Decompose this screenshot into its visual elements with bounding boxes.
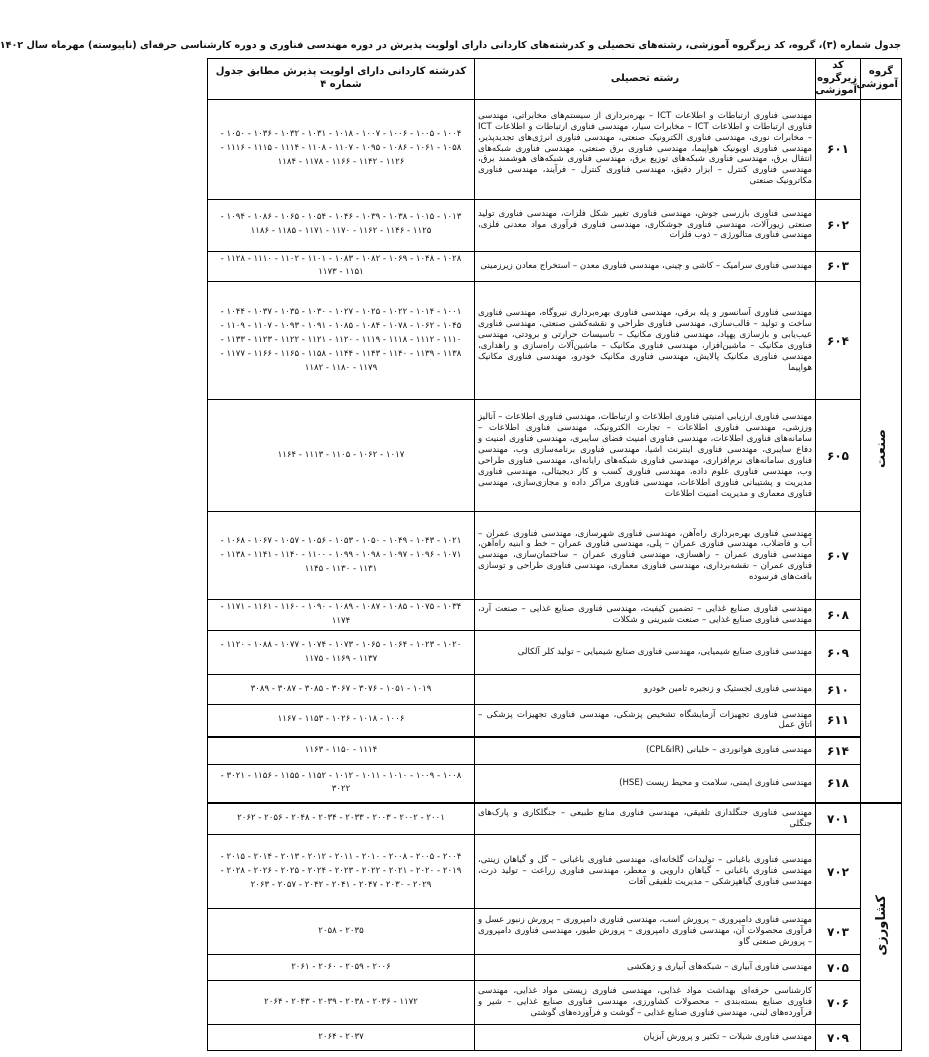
table-row [208, 199, 902, 251]
subgroup-code: ۷۰۶ [816, 981, 861, 1025]
group-cell-agriculture [861, 803, 902, 1051]
priority-codes: ۱۱۱۴ - ۱۱۵۰ - ۱۱۶۳ [208, 737, 475, 765]
priority-codes: ۱۰۰۸ - ۱۰۰۹ - ۱۰۱۰ - ۱۰۱۱ - ۱۰۱۲ - ۱۱۵۲ - ۱۱۵۵ - ۱۱۵۶ - ۳۰۲۱ - ۳۰۲۲ [208, 765, 475, 803]
subgroup-code: ۶۰۷ [816, 512, 861, 600]
table-row [208, 909, 902, 955]
table-row [208, 803, 902, 835]
table-row [208, 251, 902, 282]
priority-codes: ۲۰۳۵ - ۲۰۵۸ [208, 909, 475, 955]
table-row [208, 99, 902, 199]
table-row [208, 675, 902, 705]
priority-codes: ۱۰۰۶ - ۱۰۱۸ - ۱۰۲۶ - ۱۱۵۳ - ۱۱۶۷ [208, 705, 475, 737]
subgroup-code: ۶۰۴ [816, 282, 861, 400]
field-name: مهندسی فناوری صنایع شیمیایی، مهندسی فناوری صنایع شیمیایی – تولید کلر آلکالی [475, 631, 816, 675]
subgroup-code: ۶۰۹ [816, 631, 861, 675]
group-label: صنعت [873, 429, 889, 469]
subgroup-code: ۶۱۸ [816, 765, 861, 803]
subgroup-code: ۷۰۹ [816, 1025, 861, 1051]
priority-codes: ۱۰۱۳ - ۱۰۱۵ - ۱۰۳۸ - ۱۰۳۹ - ۱۰۴۶ - ۱۰۵۴ - ۱۰۶۵ - ۱۰۸۶ - ۱۰۹۴ - ۱۱۲۵ - ۱۱۴۶ - ۱۱۶۲ - ۱۱۷۰ - ۱۱۷۱ - ۱۱۸۵ - ۱۱۸۶ [208, 199, 475, 251]
table-row [208, 631, 902, 675]
priority-codes: ۱۱۷۲ - ۲۰۳۶ - ۲۰۳۸ - ۲۰۳۹ - ۲۰۴۳ - ۲۰۶۴ [208, 981, 475, 1025]
field-name: مهندسی فناوری جنگلداری تلفیقی، مهندسی فناوری منابع طبیعی – جنگلکاری و پارک‌های جنگلی [475, 803, 816, 835]
subgroup-code: ۶۰۵ [816, 400, 861, 512]
priority-codes: ۲۰۰۴ - ۲۰۰۵ - ۲۰۰۸ - ۲۰۱۰ - ۲۰۱۱ - ۲۰۱۲ - ۲۰۱۳ - ۲۰۱۴ - ۲۰۱۵ - ۲۰۱۹ - ۲۰۲۰ - ۲۰۲۱ - ۲۰۲۲ - ۲۰۲۳ - ۲۰۲۴ - ۲۰۲۵ - ۲۰۲۶ - ۲۰۲۸ - ۲۰۲۹ - ۲۰۳۰ - ۲۰۴۷ - ۲۰۴۱ - ۲۰۴۲ - ۲۰۵۷ - ۲۰۶۳ [208, 835, 475, 909]
subgroup-code: ۶۰۳ [816, 251, 861, 282]
field-name: مهندسی فناوری آبیاری – شبکه‌های آبیاری و زهکشی [475, 955, 816, 981]
group-label: کشاورزی [873, 894, 889, 956]
table-row [208, 765, 902, 803]
subgroup-code: ۷۰۳ [816, 909, 861, 955]
field-name: کارشناسی حرفه‌ای بهداشت مواد غذایی، مهندسی فناوری زیستی مواد غذایی، مهندسی فناوری صنایع بسته‌بندی – محصولات کشاورزی، مهندسی فناوری صنایع غذایی – شیر و فرآورده‌های لبنی، مهندسی فناوری صنایع غذایی – گوشت و فرآورده‌های گوشتی [475, 981, 816, 1025]
table-row [208, 705, 902, 737]
priority-codes: ۱۰۳۴ - ۱۰۷۵ - ۱۰۸۵ - ۱۰۸۷ - ۱۰۸۹ - ۱۰۹۰ - ۱۱۶۰ - ۱۱۶۱ - ۱۱۷۱ - ۱۱۷۴ [208, 600, 475, 631]
programs-table [207, 58, 902, 1051]
table-row [208, 835, 902, 909]
field-name: مهندسی فناوری سرامیک – کاشی و چینی، مهندسی فناوری معدن – استخراج معادن زیرزمینی [475, 251, 816, 282]
header-priority-codes: کدرشته کاردانی دارای اولویت پذیرش مطابق جدول شماره ۴ [208, 59, 475, 100]
header-subgroup-code: کد زیرگروه آموزشی [816, 59, 861, 100]
subgroup-code: ۶۰۱ [816, 99, 861, 199]
priority-codes: ۲۰۳۷ - ۲۰۶۴ [208, 1025, 475, 1051]
field-name: مهندسی فناوری ارزیابی امنیتی فناوری اطلاعات و ارتباطات، مهندسی فناوری اطلاعات – آنالیز ورزشی، مهندسی فناوری اطلاعات – تجارت الکترونیک، مهندسی فناوری اطلاعات – سامانه‌های فناوری اطلاعات، مهندسی فناوری امنیت فضای سایبری، مهندسی فناوری امنیت و دفاع سایبری، مهندسی فناوری اینترنت اشیا، مهندسی فناوری برنامه‌سازی وب، مهندسی فناوری سامانه‌های نرم‌افزاری، مهندسی فناوری شبکه‌های رایانه‌ای، مهندسی فناوری طراحی وب، مهندسی فناوری علوم داده، مهندسی فناوری کسب و کار دیجیتالی، مهندسی فناوری مدیریت و پشتیبانی فناوری اطلاعات، مهندسی فناوری مراکز داده و مجازی‌سازی، مهندسی فناوری معماری و مدیریت امنیت اطلاعات [475, 400, 816, 512]
priority-codes: ۱۰۲۸ - ۱۰۴۸ - ۱۰۶۹ - ۱۰۸۲ - ۱۰۸۳ - ۱۱۰۱ - ۱۱۰۲ - ۱۱۱۰ - ۱۱۲۸ - ۱۱۵۱ - ۱۱۷۳ [208, 251, 475, 282]
page-title: جدول شماره (۳)، گروه، کد زیرگروه آموزشی، رشته‌های تحصیلی و کدرشته‌های کاردانی دارای اولویت پذیرش در دوره مهندسی فناوری و دوره کارشناسی حرفه‌ای (ناپیوسته) مهرماه سال ۱۴۰۲ [0, 40, 901, 51]
table-row [208, 600, 902, 631]
field-name: مهندسی فناوری دامپروری – پرورش اسب، مهندسی فناوری دامپروری – پرورش زنبور عسل و فرآوری محصولات آن، مهندسی فناوری دامپروری – پرورش طیور، مهندسی فناوری دامپروری – پرورش صنعتی گاو [475, 909, 816, 955]
field-name: مهندسی فناوری شیلات – تکثیر و پرورش آبزیان [475, 1025, 816, 1051]
priority-codes: ۱۰۱۷ - ۱۰۶۲ - ۱۱۰۵ - ۱۱۱۳ - ۱۱۶۴ [208, 400, 475, 512]
header-group: گروه آموزشی [861, 59, 902, 100]
subgroup-code: ۶۰۸ [816, 600, 861, 631]
subgroup-code: ۶۱۰ [816, 675, 861, 705]
field-name: مهندسی فناوری تجهیزات آزمایشگاه تشخیص پزشکی، مهندسی فناوری تجهیزات پزشکی – اتاق عمل [475, 705, 816, 737]
priority-codes: ۱۰۰۴ - ۱۰۰۵ - ۱۰۰۶ - ۱۰۰۷ - ۱۰۱۸ - ۱۰۳۱ - ۱۰۳۲ - ۱۰۳۶ - ۱۰۵۰ - ۱۰۵۸ - ۱۰۶۱ - ۱۰۸۶ - ۱۰۹۵ - ۱۱۰۷ - ۱۱۰۸ - ۱۱۱۴ - ۱۱۱۵ - ۱۱۱۶ - ۱۱۲۶ - ۱۱۴۲ - ۱۱۶۶ - ۱۱۷۸ - ۱۱۸۴ [208, 99, 475, 199]
priority-codes: ۲۰۰۱ - ۲۰۰۲ - ۲۰۰۳ - ۲۰۳۳ - ۲۰۳۴ - ۲۰۴۸ - ۲۰۵۶ - ۲۰۶۲ [208, 803, 475, 835]
subgroup-code: ۷۰۵ [816, 955, 861, 981]
field-name: مهندسی فناوری بازرسی جوش، مهندسی فناوری تغییر شکل فلزات، مهندسی فناوری تولید صنعتی زیورآلات، مهندسی فناوری جوشکاری، مهندسی فناوری فرآوری مواد معدنی فلزی، مهندسی فناوری متالورژی – ذوب فلزات [475, 199, 816, 251]
priority-codes: ۱۰۲۰ - ۱۰۲۳ - ۱۰۶۴ - ۱۰۶۵ - ۱۰۷۳ - ۱۰۷۴ - ۱۰۷۷ - ۱۰۸۸ - ۱۱۲۰ - ۱۱۳۷ - ۱۱۶۹ - ۱۱۷۵ [208, 631, 475, 675]
field-name: مهندسی فناوری صنایع غذایی – تضمین کیفیت، مهندسی فناوری صنایع غذایی – صنعت آرد، مهندسی فناوری صنایع غذایی – صنعت شیرینی و شکلات [475, 600, 816, 631]
table-row [208, 282, 902, 400]
group-cell-industry [861, 99, 902, 803]
priority-codes: ۲۰۰۶ - ۲۰۵۹ - ۲۰۶۰ - ۲۰۶۱ [208, 955, 475, 981]
table-row [208, 955, 902, 981]
subgroup-code: ۶۱۱ [816, 705, 861, 737]
field-name: مهندسی فناوری هوانوردی – خلبانی (CPL&IR) [475, 737, 816, 765]
subgroup-code: ۷۰۱ [816, 803, 861, 835]
priority-codes: ۱۰۰۱ - ۱۰۱۴ - ۱۰۲۲ - ۱۰۲۵ - ۱۰۲۷ - ۱۰۳۰ - ۱۰۳۵ - ۱۰۳۷ - ۱۰۴۴ - ۱۰۴۵ - ۱۰۶۲ - ۱۰۷۸ - ۱۰۸۴ - ۱۰۸۵ - ۱۰۹۱ - ۱۰۹۳ - ۱۱۰۷ - ۱۱۰۹ - ۱۱۱۰ - ۱۱۱۲ - ۱۱۱۸ - ۱۱۱۹ - ۱۱۲۰ - ۱۱۲۱ - ۱۱۲۲ - ۱۱۲۳ - ۱۱۳۳ - ۱۱۳۸ - ۱۱۳۹ - ۱۱۴۰ - ۱۱۴۳ - ۱۱۴۴ - ۱۱۵۸ - ۱۱۶۵ - ۱۱۶۶ - ۱۱۷۷ - ۱۱۷۹ - ۱۱۸۰ - ۱۱۸۲ [208, 282, 475, 400]
subgroup-code: ۷۰۲ [816, 835, 861, 909]
table-row [208, 737, 902, 765]
priority-codes: ۱۰۱۹ - ۱۰۵۱ - ۳۰۷۶ - ۳۰۶۷ - ۳۰۸۵ - ۳۰۸۷ - ۳۰۸۹ [208, 675, 475, 705]
priority-codes: ۱۰۲۱ - ۱۰۴۳ - ۱۰۴۹ - ۱۰۵۰ - ۱۰۵۳ - ۱۰۵۶ - ۱۰۵۷ - ۱۰۶۷ - ۱۰۶۸ - ۱۰۷۱ - ۱۰۹۶ - ۱۰۹۷ - ۱۰۹۸ - ۱۰۹۹ - ۱۱۰۰ - ۱۱۴۰ - ۱۱۴۱ - ۱۱۳۸ - ۱۱۳۱ - ۱۱۳۰ - ۱۱۴۵ [208, 512, 475, 600]
subgroup-code: ۶۱۴ [816, 737, 861, 765]
table-row [208, 981, 902, 1025]
field-name: مهندسی فناوری آسانسور و پله برقی، مهندسی فناوری بهره‌برداری نیروگاه، مهندسی فناوری ساخت و تولید – قالب‌سازی، مهندسی فناوری طراحی و نقشه‌کشی صنعتی، مهندسی فناوری عیب‌یابی و بازسازی پهپاد، مهندسی فناوری مکانیک – تاسیسات حرارتی و برودتی، مهندسی فناوری مکانیک – ماشین‌افزار، مهندسی فناوری مکانیک – ماشین‌آلات راه‌سازی و راهداری، مهندسی فناوری مکانیک پالایش، مهندسی فناوری مکانیک خودرو، مهندسی فناوری مکانیک هواپیما [475, 282, 816, 400]
field-name: مهندسی فناوری ایمنی، سلامت و محیط زیست (HSE) [475, 765, 816, 803]
field-name: مهندسی فناوری بهره‌برداری راه‌آهن، مهندسی فناوری شهرسازی، مهندسی فناوری عمران – آب و فاضلاب، مهندسی فناوری عمران – پلی، مهندسی فناوری عمران – خط و ابنیه راه‌آهن، مهندسی فناوری عمران – راهسازی، مهندسی فناوری عمران – ساختمان‌سازی، مهندسی فناوری عمران – نقشه‌برداری، مهندسی فناوری معماری، مهندسی فناوری طراحی و توسازی بافت‌های فرسوده [475, 512, 816, 600]
table-row [208, 1025, 902, 1051]
field-name: مهندسی فناوری باغبانی – تولیدات گلخانه‌ای، مهندسی فناوری باغبانی – گل و گیاهان زینتی، مهندسی فناوری باغبانی – گیاهان دارویی و معطر، مهندسی فناوری زراعت – تولید ذرت، مهندسی فناوری گیاهپزشکی – مدیریت تلفیقی آفات [475, 835, 816, 909]
table-row [208, 512, 902, 600]
field-name: مهندسی فناوری ارتباطات و اطلاعات ICT – بهره‌برداری از سیستم‌های مخابراتی، مهندسی فناوری ارتباطات و اطلاعات ICT – مخابرات سیار، مهندسی فناوری ارتباطات و اطلاعات ICT – مخابرات نوری، مهندسی فناوری الکترونیک صنعتی، مهندسی فناوری انرژی‌های تجدیدپذیر، مهندسی فناوری اویونیک هواپیما، مهندسی فناوری برق صنعتی، مهندسی فناوری شبکه‌های انتقال برق، مهندسی فناوری شبکه‌های توزیع برق، مهندسی فناوری شبکه‌های هوشمند برق، مهندسی فناوری کنترل – ابزار دقیق، مهندسی فناوری کنترل – فرآیند، مهندسی فناوری مکاترونیک صنعتی [475, 99, 816, 199]
field-name: مهندسی فناوری لجستیک و زنجیره تامین خودرو [475, 675, 816, 705]
table-row [208, 400, 902, 512]
subgroup-code: ۶۰۲ [816, 199, 861, 251]
header-field: رشته تحصیلی [475, 59, 816, 100]
